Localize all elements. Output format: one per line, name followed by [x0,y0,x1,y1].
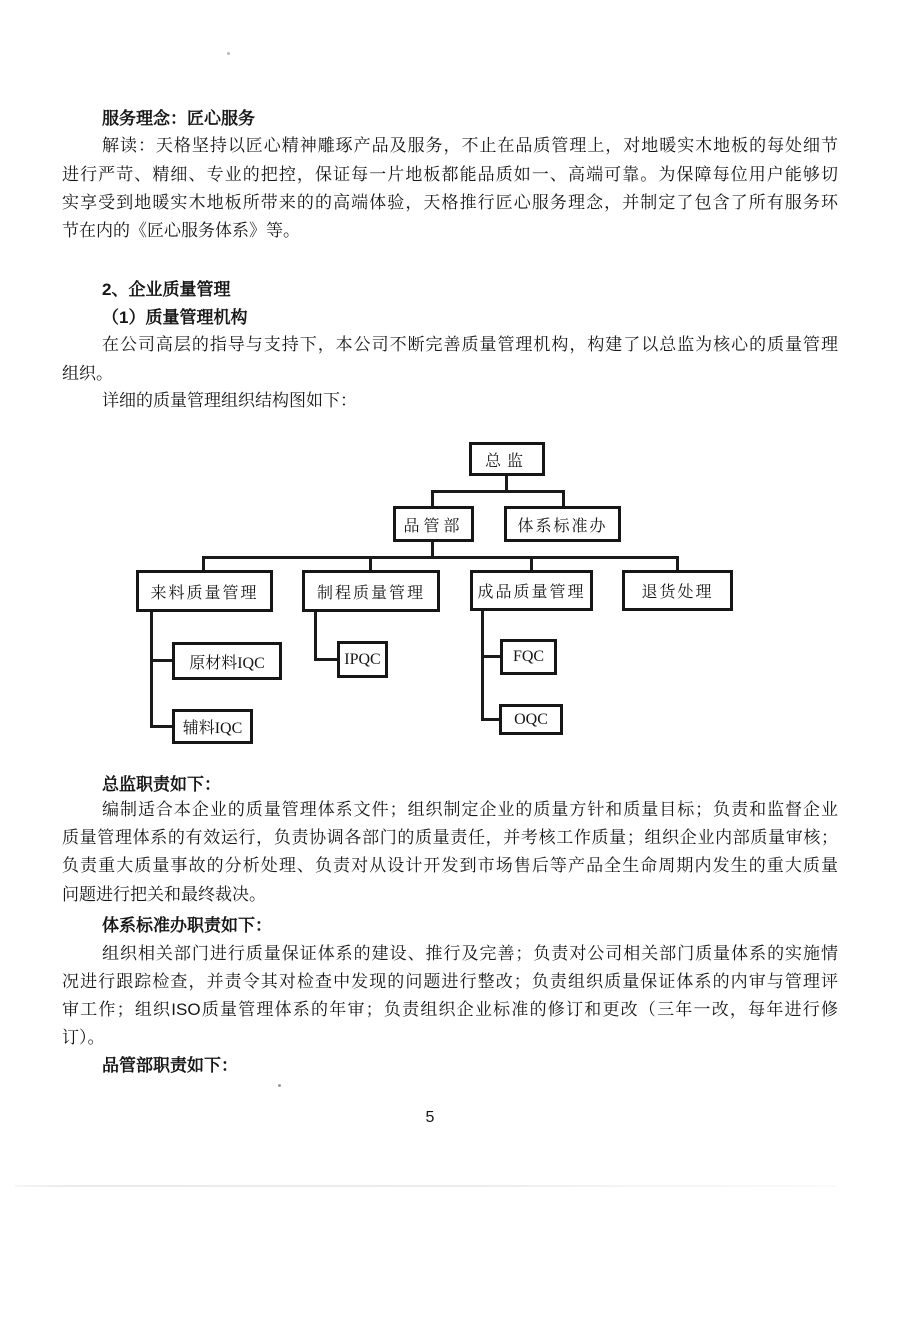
standards-office-line: 订）。 [62,1028,105,1047]
org-node-process-qm: 制程质量管理 [302,570,440,612]
standards-office-line: 审工作；组织ISO质量管理体系的年审；负责组织企业标准的修订和更改（三年一改，每年进行修 [62,1000,838,1019]
quality-org-subheading: （1）质量管理机构 [102,308,248,327]
org-node-auxiliary-iqc: 辅料IQC [172,709,253,744]
connector-line [431,490,434,506]
connector-line [202,556,205,570]
scan-artifact-line [15,1185,837,1187]
service-paragraph-line: 解读：天格坚持以匠心精神雕琢产品及服务，不止在品质管理上，对地暖实木地板的每处细节 [102,136,838,155]
connector-line [150,612,153,728]
connector-line [150,659,172,662]
org-node-oqc: OQC [499,704,563,735]
service-paragraph-line: 节在内的《匠心服务体系》等。 [62,221,300,240]
org-node-standards-office: 体系标准办 [504,506,621,542]
scan-speck [227,52,230,55]
connector-line [202,556,679,559]
org-node-finished-qm: 成品质量管理 [470,570,593,611]
org-node-director: 总监 [469,442,545,476]
service-paragraph-line: 实享受到地暖实木地板所带来的的高端体验，天格推行匠心服务理念，并制定了包含了所有服务环 [62,193,838,212]
connector-line [150,725,172,728]
director-duties-line: 编制适合本企业的质量管理体系文件；组织制定企业的质量方针和质量目标；负责和监督企业 [102,800,838,819]
org-node-incoming-qm: 来料质量管理 [136,570,273,612]
quality-intro-line: 组织。 [62,364,113,383]
org-node-quality-dept: 品管部 [393,506,474,542]
connector-line [481,655,500,658]
connector-line [369,556,372,570]
director-duties-line: 问题进行把关和最终裁决。 [62,885,266,904]
director-duties-line: 负责重大质量事故的分析处理、负责对从设计开发到市场售后等产品全生命周期内发生的重大质量 [62,856,838,875]
org-node-returns-handling: 退货处理 [622,570,733,611]
quality-management-heading: 2、企业质量管理 [102,280,231,299]
quality-intro-line: 在公司高层的指导与支持下，本公司不断完善质量管理机构，构建了以总监为核心的质量管理 [102,335,838,354]
standards-office-duties-heading: 体系标准办职责如下： [102,916,272,935]
standards-office-line: 况进行跟踪检查，并责令其对检查中发现的问题进行整改；负责组织质量保证体系的内审与管理评 [62,972,838,991]
standards-office-line: 组织相关部门进行质量保证体系的建设、推行及完善；负责对公司相关部门质量体系的实施情 [102,944,838,963]
connector-line [314,658,337,661]
director-duties-line: 质量管理体系的有效运行，负责协调各部门的质量责任，并考核工作质量；组织企业内部质量审核； [62,828,838,847]
connector-line [431,542,434,556]
scan-speck [278,1084,281,1087]
service-paragraph-line: 进行严苛、精细、专业的把控，保证每一片地板都能品质如一、高端可靠。为保障每位用户能够切 [62,165,838,184]
connector-line [431,490,565,493]
director-duties-heading: 总监职责如下： [102,775,221,794]
connector-line [481,611,484,721]
connector-line [481,718,499,721]
connector-line [562,490,565,506]
org-node-raw-material-iqc: 原材料IQC [172,642,282,680]
page-number: 5 [425,1109,435,1126]
org-node-fqc: FQC [500,639,557,675]
quality-dept-duties-heading: 品管部职责如下： [102,1056,238,1075]
connector-line [676,556,679,570]
service-philosophy-heading: 服务理念：匠心服务 [102,109,255,128]
chart-intro-line: 详细的质量管理组织结构图如下： [102,391,357,410]
connector-line [530,556,533,570]
connector-line [314,612,317,661]
org-node-ipqc: IPQC [337,641,388,678]
